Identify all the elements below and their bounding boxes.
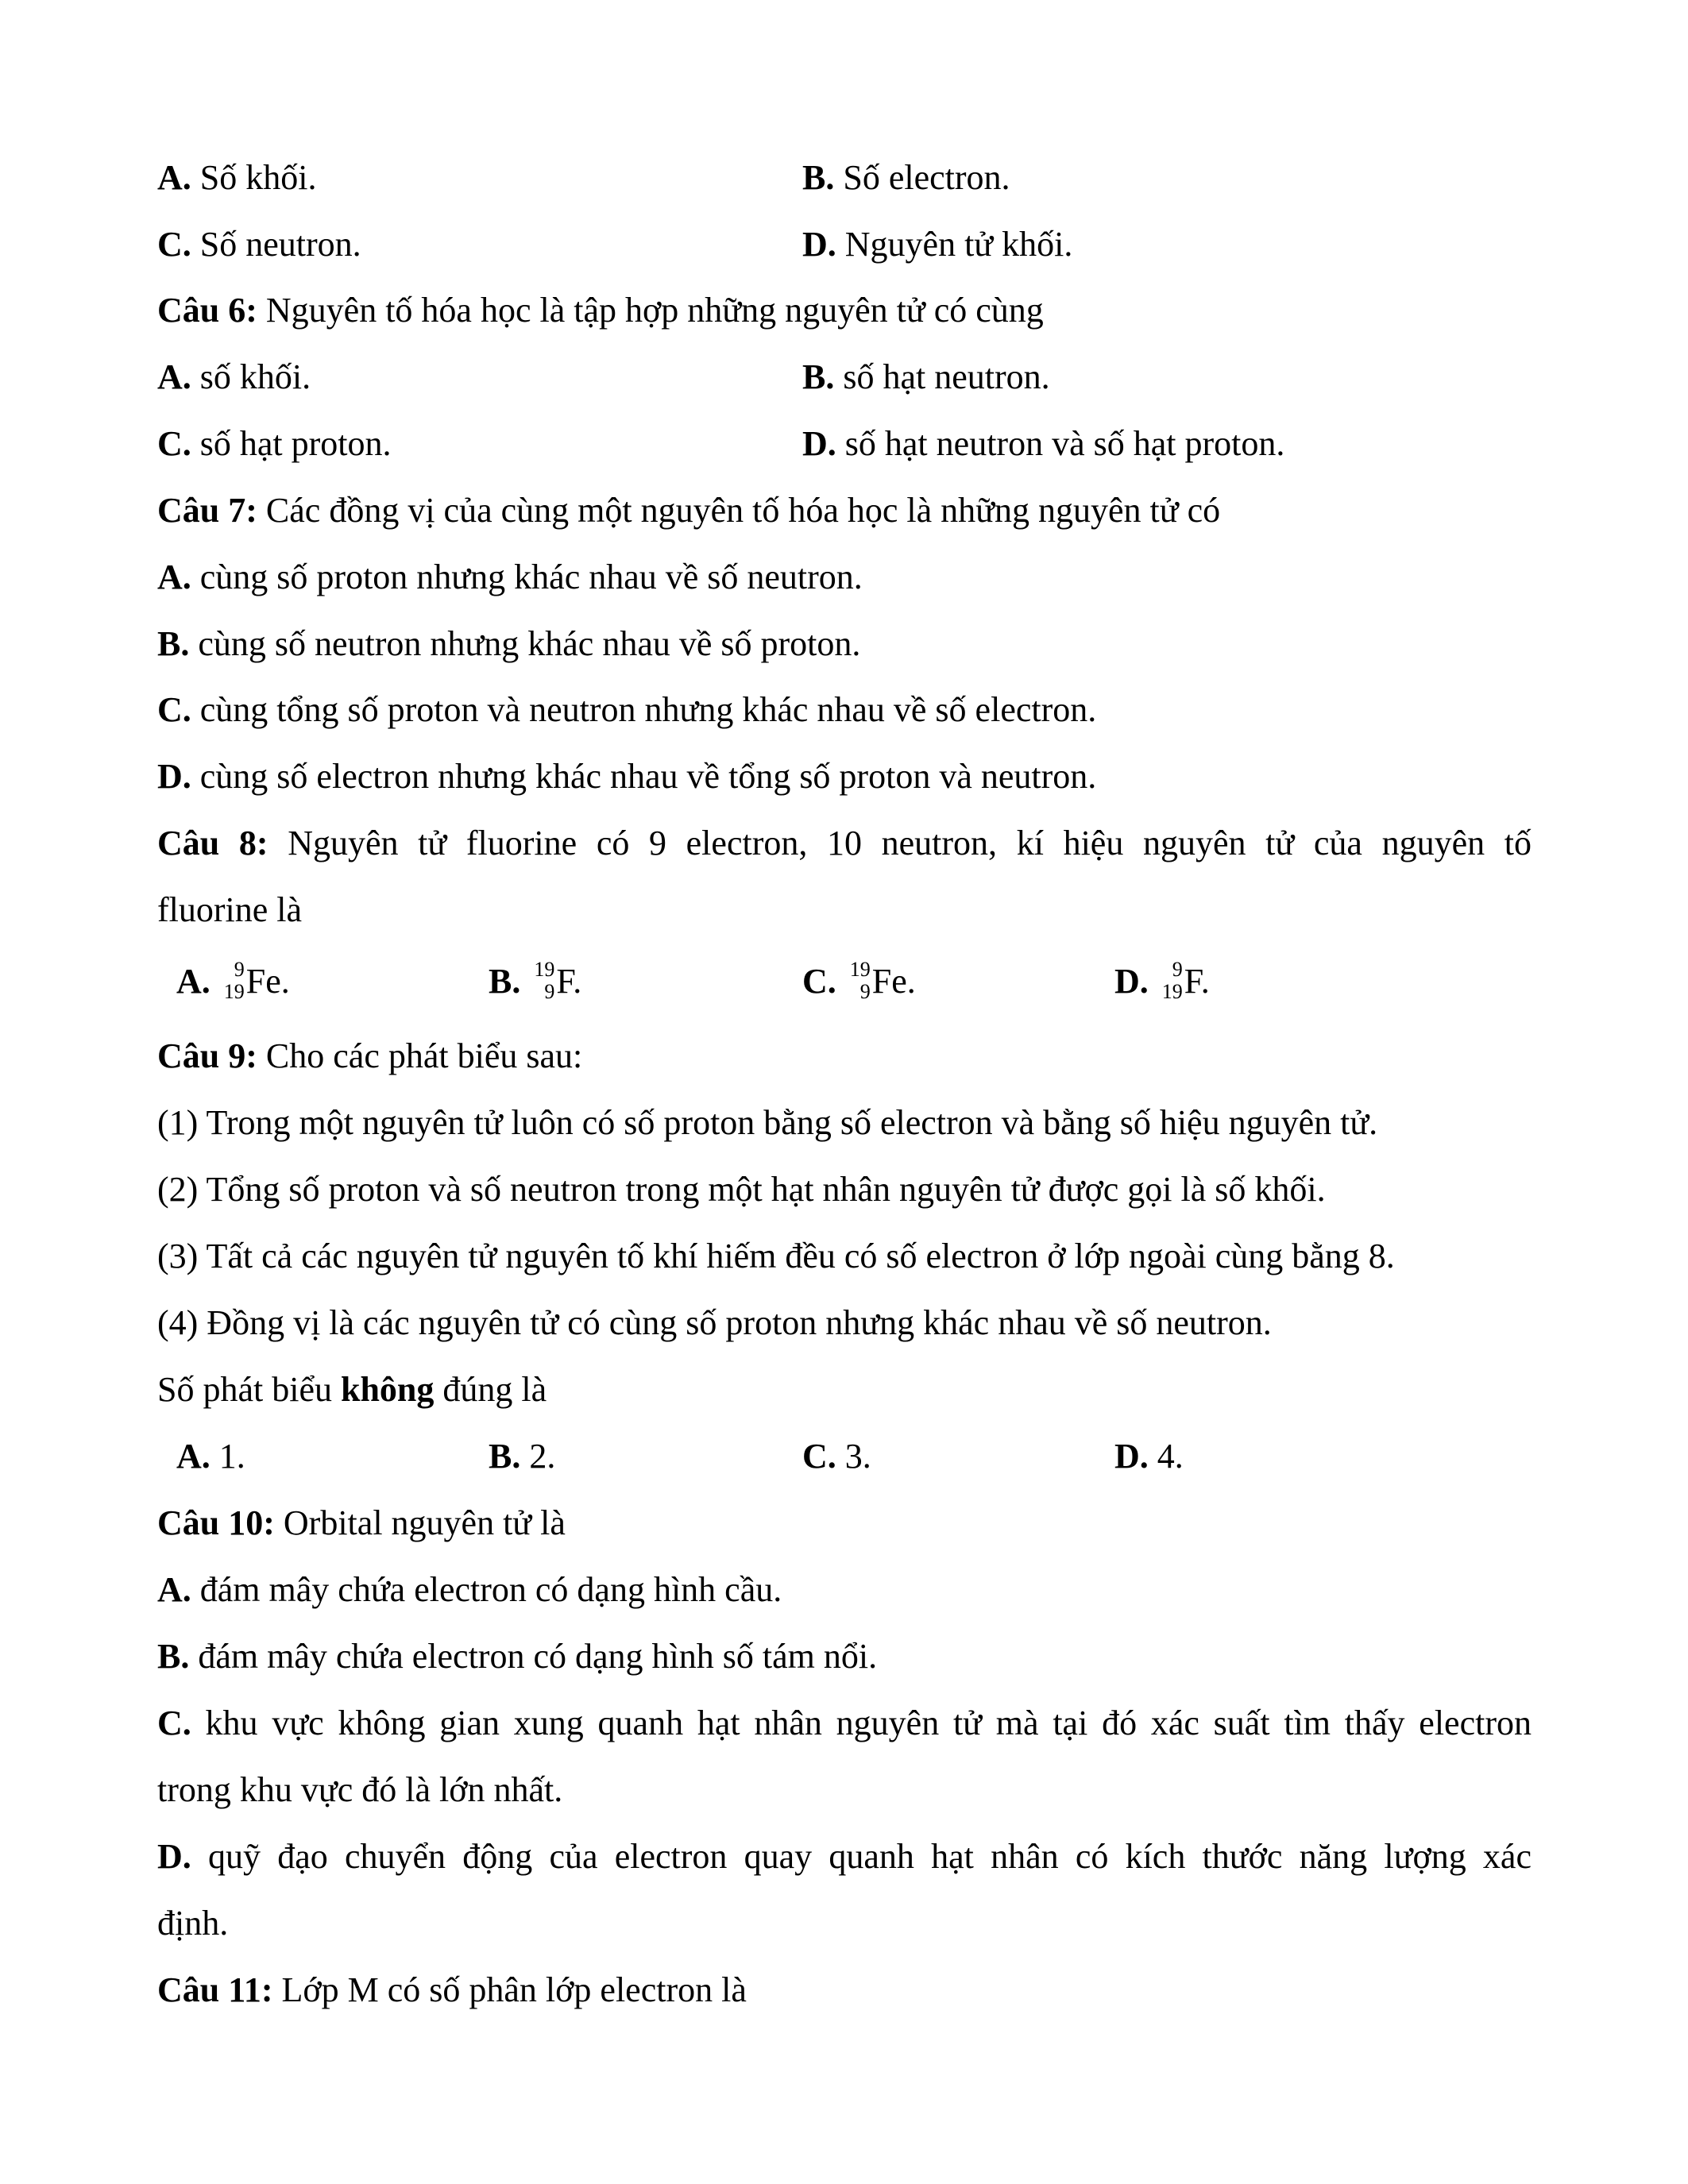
q9-question: Số phát biểu không đúng là — [157, 1370, 547, 1409]
q10-option-d-continued: định. — [157, 1904, 229, 1943]
q10-option-c: C. khu vực không gian xung quanh hạt nhân nguyên tử mà tại đó xác suất tìm thấy electron — [157, 1704, 1532, 1742]
q8-option-a: A. 9 19 Fe. — [176, 958, 290, 1003]
q5-option-a: A. Số khối. — [157, 158, 317, 197]
q8-option-d: D. 9 19 F. — [1114, 958, 1210, 1003]
q5-option-b: B. Số electron. — [802, 158, 1010, 197]
q10-option-d: D. quỹ đạo chuyển động của electron quay quanh hạt nhân có kích thước năng lượng xác — [157, 1837, 1532, 1876]
q10-option-a: A. đám mây chứa electron có dạng hình cầu. — [157, 1570, 782, 1609]
q9-statement-1: (1) Trong một nguyên tử luôn có số proton bằng số electron và bằng số hiệu nguyên tử. — [157, 1103, 1378, 1142]
q7-option-a: A. cùng số proton nhưng khác nhau về số neutron. — [157, 558, 863, 596]
q9-stem: Câu 9: Cho các phát biểu sau: — [157, 1036, 583, 1075]
q9-option-c: C. 3. — [802, 1437, 871, 1476]
q6-option-a: A. số khối. — [157, 357, 311, 396]
q8-option-c: C. 19 9 Fe. — [802, 958, 916, 1003]
q11-stem: Câu 11: Lớp M có số phân lớp electron là — [157, 1970, 747, 2009]
q6-option-d: D. số hạt neutron và số hạt proton. — [802, 424, 1285, 463]
q6-option-c: C. số hạt proton. — [157, 424, 392, 463]
nuclide-notation: 19 9 — [534, 958, 555, 1003]
nuclide-notation: 9 19 — [223, 958, 245, 1003]
q10-option-c-continued: trong khu vực đó là lớn nhất. — [157, 1770, 563, 1809]
q8-stem: Câu 8: Nguyên tử fluorine có 9 electron, 10 neutron, kí hiệu nguyên tử của nguyên tố — [157, 824, 1532, 862]
q9-option-d: D. 4. — [1114, 1437, 1184, 1476]
q6-option-b: B. số hạt neutron. — [802, 357, 1050, 396]
q7-option-b: B. cùng số neutron nhưng khác nhau về số proton. — [157, 624, 861, 663]
q9-statement-3: (3) Tất cả các nguyên tử nguyên tố khí hiếm đều có số electron ở lớp ngoài cùng bằng 8. — [157, 1237, 1395, 1275]
q8-stem-continued: fluorine là — [157, 890, 303, 929]
q7-option-d: D. cùng số electron nhưng khác nhau về tổng số proton và neutron. — [157, 757, 1097, 796]
q5-option-d: D. Nguyên tử khối. — [802, 225, 1073, 264]
q6-stem: Câu 6: Nguyên tố hóa học là tập hợp những nguyên tử có cùng — [157, 291, 1044, 330]
nuclide-notation: 9 19 — [1161, 958, 1183, 1003]
q5-option-c: C. Số neutron. — [157, 225, 361, 264]
nuclide-notation: 19 9 — [849, 958, 871, 1003]
q10-option-b: B. đám mây chứa electron có dạng hình số tám nổi. — [157, 1637, 878, 1676]
q9-statement-4: (4) Đồng vị là các nguyên tử có cùng số proton nhưng khác nhau về số neutron. — [157, 1303, 1272, 1342]
q8-option-b: B. 19 9 F. — [489, 958, 582, 1003]
q9-option-b: B. 2. — [489, 1437, 556, 1476]
q7-stem: Câu 7: Các đồng vị của cùng một nguyên tố hóa học là những nguyên tử có — [157, 491, 1221, 530]
q9-statement-2: (2) Tổng số proton và số neutron trong một hạt nhân nguyên tử được gọi là số khối. — [157, 1170, 1326, 1209]
q7-option-c: C. cùng tổng số proton và neutron nhưng khác nhau về số electron. — [157, 690, 1097, 729]
q9-option-a: A. 1. — [176, 1437, 245, 1476]
q10-stem: Câu 10: Orbital nguyên tử là — [157, 1503, 566, 1542]
